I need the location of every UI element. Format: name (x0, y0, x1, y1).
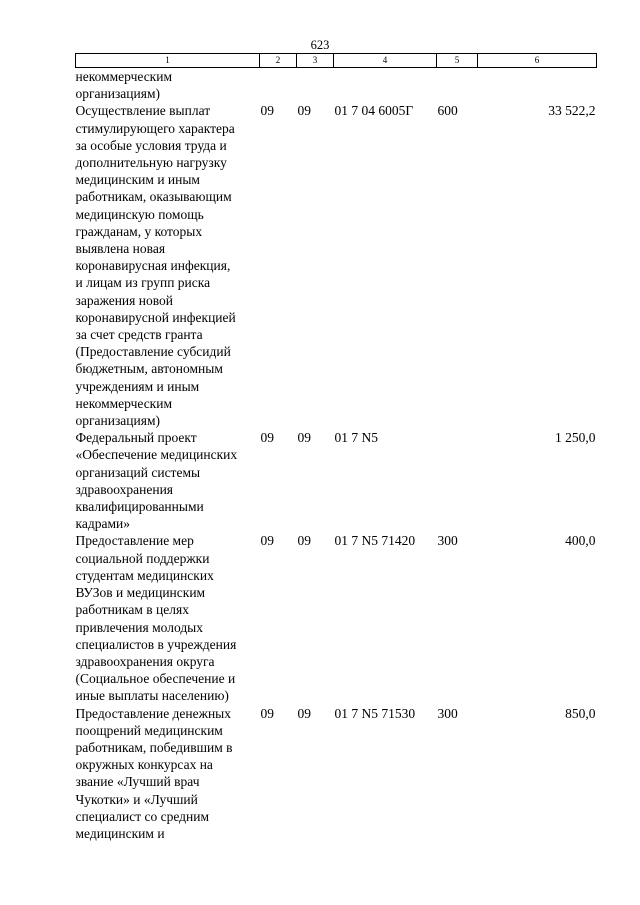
row-name (76, 705, 260, 843)
row-target-code: 01 7 N5 71530 (334, 705, 416, 721)
row-expense-type: 300 (437, 705, 458, 721)
row-name-line: звание «Лучший врач (75, 774, 200, 790)
row-name-line: окружных конкурсах на (75, 757, 213, 773)
budget-table (75, 53, 597, 842)
table-row (76, 68, 597, 103)
table-body (76, 68, 597, 843)
row-name-line: работникам, оказывающим (75, 189, 232, 205)
row-amount: 33 522,2 (548, 103, 596, 119)
row-amount (478, 68, 597, 103)
row-target-code: 01 7 04 6005Г (334, 103, 414, 119)
column-number-4: 4 (334, 54, 437, 68)
row-name-line: организациям) (75, 86, 161, 102)
row-name-line: работникам, победившим в (75, 739, 233, 755)
row-subsection (297, 68, 334, 103)
row-name-line: специалистов в учреждения (75, 636, 237, 652)
row-name-line: коронавирусной инфекцией (75, 309, 236, 325)
row-name-line: медицинским и иным (75, 172, 200, 188)
table-row (76, 102, 597, 429)
row-name-line: студентам медицинских (75, 567, 214, 583)
row-section (260, 68, 297, 103)
row-name-line: Предоставление мер (75, 533, 194, 549)
row-section: 09 (260, 430, 274, 446)
row-name-line: (Социальное обеспечение и (75, 671, 236, 687)
column-number-2: 2 (260, 54, 297, 68)
table-row (76, 532, 597, 704)
table-row (76, 705, 597, 843)
row-name (76, 429, 260, 532)
row-name-line: ВУЗов и медицинским (75, 585, 206, 601)
row-name-line: здравоохранения (75, 481, 174, 497)
row-name-line: Чукотки» и «Лучший (75, 791, 198, 807)
row-name-line: за счет средств гранта (75, 327, 203, 343)
column-number-3: 3 (297, 54, 334, 68)
row-subsection: 09 (297, 103, 311, 119)
row-name-line: дополнительную нагрузку (75, 155, 227, 171)
row-name-line: коронавирусная инфекция, (75, 258, 231, 274)
row-name-line: учреждениям и иным (75, 378, 200, 394)
column-number-6: 6 (478, 54, 597, 68)
row-name (76, 68, 260, 103)
row-name-line: выявлена новая (75, 241, 166, 257)
row-name-line: бюджетным, автономным (75, 361, 223, 377)
row-name-line: некоммерческим (75, 395, 173, 411)
row-name-line: стимулирующего характера (75, 120, 235, 136)
row-subsection: 09 (297, 430, 311, 446)
row-name-line: поощрений медицинским (75, 722, 223, 738)
column-number-1: 1 (76, 54, 260, 68)
table-row (76, 429, 597, 532)
row-expense-type: 600 (437, 103, 458, 119)
row-expense-type (437, 68, 478, 103)
row-name-line: иные выплаты населению) (75, 688, 229, 704)
row-name-line: Федеральный проект (75, 430, 197, 446)
row-amount: 850,0 (565, 705, 596, 721)
row-name-line: «Обеспечение медицинских (75, 447, 238, 463)
row-name-line: здравоохранения округа (75, 653, 215, 669)
row-name-line: привлечения молодых (75, 619, 204, 635)
row-name-line: гражданам, у которых (75, 223, 203, 239)
row-target-code: 01 7 N5 (334, 430, 378, 446)
row-name-line: социальной поддержки (75, 550, 210, 566)
row-name (76, 532, 260, 704)
row-subsection: 09 (297, 705, 311, 721)
row-name-line: организаций системы (75, 464, 201, 480)
row-amount: 400,0 (565, 533, 596, 549)
row-name-line: специалист со средним (75, 808, 210, 824)
column-number-row (76, 54, 597, 68)
row-name-line: кадрами» (75, 516, 130, 532)
row-name-line: медицинскую помощь (75, 206, 204, 222)
row-section: 09 (260, 705, 274, 721)
row-name-line: организациям) (75, 413, 161, 429)
row-section: 09 (260, 533, 274, 549)
row-name-line: за особые условия труда и (75, 137, 227, 153)
row-name-line: некоммерческим (75, 69, 173, 84)
row-name-line: Осуществление выплат (75, 103, 211, 119)
row-target-code: 01 7 N5 71420 (334, 533, 416, 549)
row-expense-type: 300 (437, 533, 458, 549)
row-name-line: Предоставление денежных (75, 705, 232, 721)
row-name-line: заражения новой (75, 292, 173, 308)
row-name (76, 102, 260, 429)
row-name-line: квалифицированными (75, 499, 204, 515)
row-name-line: работникам в целях (75, 602, 189, 618)
row-target-code (334, 68, 437, 103)
row-name-line: медицинским и (75, 825, 165, 841)
page-number: 623 (310, 38, 330, 52)
row-amount: 1 250,0 (555, 430, 596, 446)
row-subsection: 09 (297, 533, 311, 549)
column-number-5: 5 (437, 54, 478, 68)
row-section: 09 (260, 103, 274, 119)
row-name-line: (Предоставление субсидий (75, 344, 231, 360)
row-name-line: и лицам из групп риска (75, 275, 211, 291)
row-expense-type (437, 429, 478, 532)
